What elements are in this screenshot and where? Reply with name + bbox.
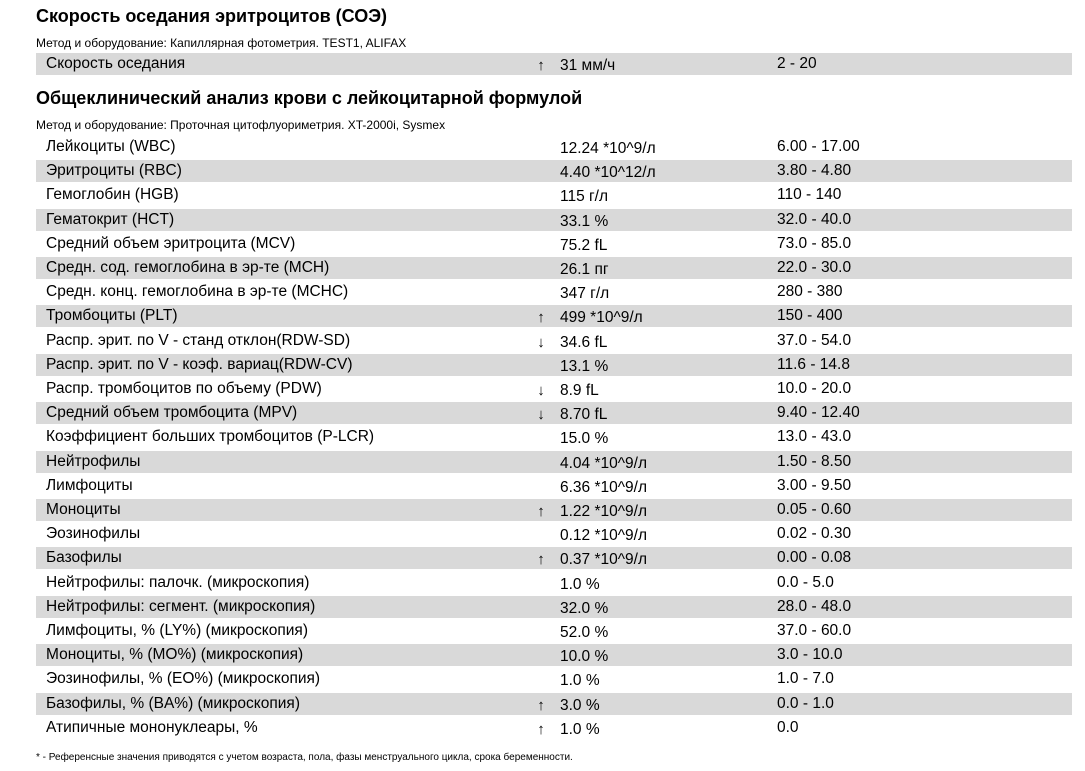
reference-range: 150 - 400 <box>777 307 843 325</box>
reference-range: 9.40 - 12.40 <box>777 404 860 422</box>
flag-up-icon: ↑ <box>537 696 545 714</box>
result-row <box>36 547 1072 569</box>
reference-range: 73.0 - 85.0 <box>777 234 852 252</box>
result-row <box>36 668 1072 690</box>
test-name: Базофилы <box>46 549 122 567</box>
flag-down-icon: ↓ <box>537 382 545 399</box>
result-row <box>36 596 1072 618</box>
flag-up-icon: ↑ <box>537 551 545 569</box>
reference-range: 10.0 - 20.0 <box>777 380 852 397</box>
result-row <box>36 136 1072 158</box>
test-value: 13.1 % <box>560 357 609 375</box>
result-row <box>36 451 1072 473</box>
result-row <box>36 305 1072 327</box>
result-row <box>36 644 1072 666</box>
test-name: Нейтрофилы <box>46 452 141 470</box>
reference-range: 110 - 140 <box>777 186 842 204</box>
flag-up-icon: ↑ <box>537 57 545 74</box>
test-value: 0.12 *10^9/л <box>560 527 647 545</box>
test-value: 8.9 fL <box>560 382 599 399</box>
test-name: Скорость оседания <box>46 55 186 72</box>
test-name: Лимфоциты, % (LY%) (микроскопия) <box>46 622 308 639</box>
test-name: Коэффициент больших тромбоцитов (P-LCR) <box>46 428 375 446</box>
test-value: 1.0 % <box>560 720 600 738</box>
test-value: 3.0 % <box>560 696 600 714</box>
test-value: 4.40 *10^12/л <box>560 164 656 182</box>
reference-range: 11.6 - 14.8 <box>777 355 850 373</box>
flag-up-icon: ↑ <box>537 309 545 327</box>
flag-down-icon: ↓ <box>537 333 545 351</box>
section-title-esr: Скорость оседания эритроцитов (СОЭ) <box>36 6 387 26</box>
reference-range: 0.0 - 1.0 <box>777 694 834 712</box>
reference-range: 6.00 - 17.00 <box>777 138 860 155</box>
test-value: 33.1 % <box>560 212 609 230</box>
reference-range: 37.0 - 60.0 <box>777 622 852 639</box>
test-name: Распр. эрит. по V - станд отклон(RDW-SD) <box>46 331 351 349</box>
test-value: 75.2 fL <box>560 236 608 254</box>
flag-up-icon: ↑ <box>537 720 545 738</box>
test-value: 347 г/л <box>560 285 610 303</box>
reference-range: 0.05 - 0.60 <box>777 501 852 518</box>
test-name: Распр. эрит. по V - коэф. вариац(RDW-CV) <box>46 355 353 373</box>
reference-range: 1.50 - 8.50 <box>777 452 852 470</box>
reference-range: 0.0 - 5.0 <box>777 573 834 591</box>
result-row <box>36 53 1072 75</box>
test-name: Лейкоциты (WBC) <box>46 138 176 155</box>
result-row <box>36 499 1072 521</box>
reference-range: 28.0 - 48.0 <box>777 597 852 615</box>
reference-range: 22.0 - 30.0 <box>777 259 852 276</box>
result-row <box>36 693 1072 715</box>
test-name: Лимфоциты <box>46 476 133 494</box>
test-name: Средн. конц. гемоглобина в эр-те (MCHC) <box>46 283 349 301</box>
test-value: 6.36 *10^9/л <box>560 478 647 496</box>
reference-range: 0.0 <box>777 718 799 736</box>
test-value: 115 г/л <box>560 188 609 206</box>
section-title-cbc: Общеклинический анализ крови с лейкоцитарной формулой <box>36 88 583 108</box>
test-value: 31 мм/ч <box>560 57 616 74</box>
test-value: 32.0 % <box>560 599 609 617</box>
result-row <box>36 330 1072 352</box>
result-row <box>36 717 1072 739</box>
test-name: Тромбоциты (PLT) <box>46 307 178 325</box>
reference-range: 32.0 - 40.0 <box>777 210 852 228</box>
result-row <box>36 378 1072 400</box>
section-method-cbc: Метод и оборудование: Проточная цитофлуориметрия. XT-2000i, Sysmex <box>36 118 446 132</box>
reference-range: 280 - 380 <box>777 283 843 301</box>
reference-range: 1.0 - 7.0 <box>777 670 834 688</box>
reference-range: 3.0 - 10.0 <box>777 646 843 664</box>
result-row <box>36 402 1072 424</box>
test-value: 1.0 % <box>560 575 600 593</box>
test-name: Средний объем тромбоцита (MPV) <box>46 404 298 422</box>
result-row <box>36 572 1072 594</box>
test-name: Моноциты <box>46 501 121 518</box>
test-value: 52.0 % <box>560 624 609 641</box>
test-value: 0.37 *10^9/л <box>560 551 647 569</box>
reference-range: 13.0 - 43.0 <box>777 428 852 446</box>
test-name: Базофилы, % (BA%) (микроскопия) <box>46 694 300 712</box>
test-value: 10.0 % <box>560 648 609 666</box>
test-name: Гематокрит (HCT) <box>46 210 175 228</box>
reference-range: 3.00 - 9.50 <box>777 476 852 494</box>
test-value: 1.22 *10^9/л <box>560 503 647 520</box>
test-value: 15.0 % <box>560 430 609 448</box>
test-name: Эозинофилы <box>46 525 141 543</box>
reference-range: 3.80 - 4.80 <box>777 162 852 180</box>
test-name: Эозинофилы, % (EO%) (микроскопия) <box>46 670 321 688</box>
test-name: Распр. тромбоцитов по объему (PDW) <box>46 380 322 397</box>
result-row <box>36 257 1072 279</box>
result-row <box>36 233 1072 255</box>
reference-range: 2 - 20 <box>777 55 817 72</box>
test-name: Нейтрофилы: сегмент. (микроскопия) <box>46 597 316 615</box>
test-name: Средний объем эритроцита (MCV) <box>46 234 296 252</box>
test-value: 499 *10^9/л <box>560 309 643 327</box>
result-row <box>36 160 1072 182</box>
result-row <box>36 354 1072 376</box>
test-value: 34.6 fL <box>560 333 608 351</box>
flag-down-icon: ↓ <box>537 406 545 424</box>
test-name: Нейтрофилы: палочк. (микроскопия) <box>46 573 310 591</box>
test-value: 4.04 *10^9/л <box>560 454 647 472</box>
flag-up-icon: ↑ <box>537 503 545 520</box>
result-row <box>36 281 1072 303</box>
result-row <box>36 523 1072 545</box>
test-name: Эритроциты (RBC) <box>46 162 182 180</box>
result-row <box>36 184 1072 206</box>
test-value: 26.1 пг <box>560 261 609 278</box>
test-name: Атипичные мононуклеары, % <box>46 718 258 736</box>
test-value: 1.0 % <box>560 672 600 690</box>
test-name: Средн. сод. гемоглобина в эр-те (MCH) <box>46 259 330 276</box>
result-row <box>36 209 1072 231</box>
test-value: 12.24 *10^9/л <box>560 140 656 157</box>
test-name: Гемоглобин (HGB) <box>46 186 179 204</box>
footnote: * - Референсные значения приводятся с учетом возраста, пола, фазы менструального цикла, срока беременности. <box>36 752 573 763</box>
result-row <box>36 475 1072 497</box>
reference-range: 0.02 - 0.30 <box>777 525 852 543</box>
section-method-esr: Метод и оборудование: Капиллярная фотометрия. TEST1, ALIFAX <box>36 36 407 50</box>
result-row <box>36 426 1072 448</box>
reference-range: 37.0 - 54.0 <box>777 331 852 349</box>
test-value: 8.70 fL <box>560 406 608 424</box>
result-row <box>36 620 1072 642</box>
reference-range: 0.00 - 0.08 <box>777 549 852 567</box>
test-name: Моноциты, % (MO%) (микроскопия) <box>46 646 304 664</box>
